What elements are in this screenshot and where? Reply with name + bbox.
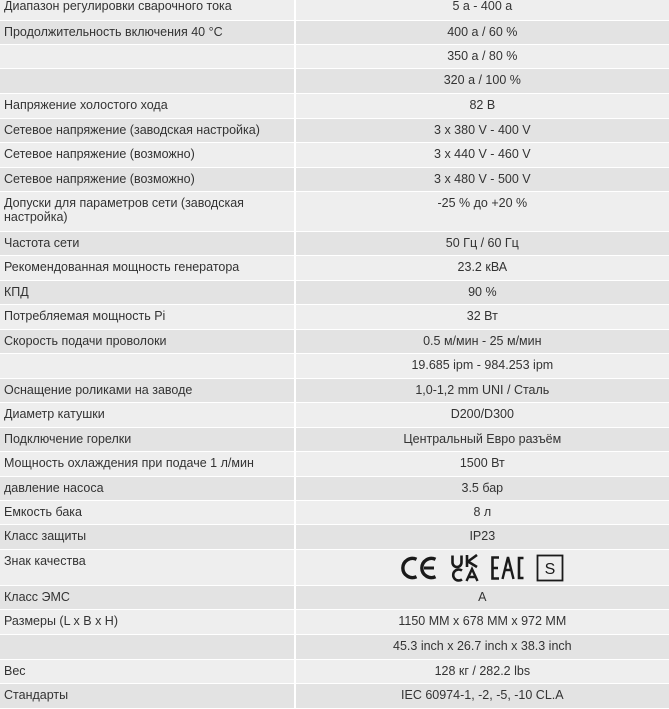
spec-row-mains-voltage-possible-1 (0, 142, 669, 167)
spec-label: Сетевое напряжение (возможно) (0, 167, 294, 191)
spec-row-dimensions-inch (0, 634, 669, 659)
spec-value: 1150 MM x 678 MM x 972 MM (296, 609, 669, 634)
spec-label (0, 44, 294, 68)
spec-row-duty-cycle-3 (0, 68, 669, 93)
spec-value: IP23 (296, 524, 669, 549)
spec-row-torch-connection (0, 427, 669, 451)
spec-row-efficiency (0, 280, 669, 304)
spec-label: Вес (0, 659, 294, 683)
spec-label: Сетевое напряжение (заводская настройка) (0, 118, 294, 142)
spec-row-rollers (0, 378, 669, 402)
spec-row-wire-speed-ipm (0, 353, 669, 378)
spec-value: 1,0-1,2 mm UNI / Сталь (296, 378, 669, 402)
spec-value: 350 а / 80 % (296, 44, 669, 68)
spec-label: Подключение горелки (0, 427, 294, 451)
s-mark-letter: S (544, 560, 556, 578)
spec-row-duty-cycle (0, 20, 669, 44)
spec-label: КПД (0, 280, 294, 304)
spec-label: Диапазон регулировки сварочного тока (0, 0, 294, 20)
spec-label: Напряжение холостого хода (0, 93, 294, 118)
spec-value: 45.3 inch x 26.7 inch x 38.3 inch (296, 634, 669, 659)
spec-label: давление насоса (0, 476, 294, 500)
spec-row-cooling-power (0, 451, 669, 476)
spec-row-power-consumption (0, 304, 669, 329)
spec-row-standards (0, 683, 669, 708)
spec-value: -25 % до +20 % (296, 191, 669, 231)
spec-label: Мощность охлаждения при подаче 1 л/мин (0, 451, 294, 476)
spec-label: Размеры (L x B x H) (0, 609, 294, 634)
spec-row-current-range (0, 0, 669, 20)
spec-label: Потребляемая мощность Pi (0, 304, 294, 329)
spec-label: Знак качества (0, 549, 294, 585)
spec-label (0, 353, 294, 378)
spec-value: 1500 Вт (296, 451, 669, 476)
spec-row-quality-marks (0, 549, 669, 585)
spec-value: 400 а / 60 % (296, 20, 669, 44)
spec-label: Сетевое напряжение (возможно) (0, 142, 294, 167)
spec-row-mains-voltage-factory (0, 118, 669, 142)
spec-value: 5 а - 400 а (296, 0, 669, 20)
spec-label: Частота сети (0, 231, 294, 255)
spec-value: 128 кг / 282.2 lbs (296, 659, 669, 683)
spec-label (0, 634, 294, 659)
spec-label (0, 68, 294, 93)
spec-row-protection-class (0, 524, 669, 549)
spec-label: Стандарты (0, 683, 294, 708)
spec-label: Диаметр катушки (0, 402, 294, 427)
spec-row-mains-frequency (0, 231, 669, 255)
spec-row-generator-power (0, 255, 669, 280)
spec-label: Оснащение роликами на заводе (0, 378, 294, 402)
spec-row-duty-cycle-2 (0, 44, 669, 68)
ce-mark-icon (400, 555, 440, 581)
spec-value: 3.5 бар (296, 476, 669, 500)
spec-value: 320 а / 100 % (296, 68, 669, 93)
spec-row-open-circuit-voltage (0, 93, 669, 118)
spec-value: IEC 60974-1, -2, -5, -10 CL.A (296, 683, 669, 708)
spec-label: Рекомендованная мощность генератора (0, 255, 294, 280)
spec-row-tank-capacity (0, 500, 669, 524)
spec-row-wire-speed (0, 329, 669, 353)
spec-label: Емкость бака (0, 500, 294, 524)
spec-label: Скорость подачи проволоки (0, 329, 294, 353)
spec-label: Допуски для параметров сети (заводская настройка) (0, 191, 294, 231)
quality-marks (400, 554, 564, 582)
s-mark-icon (536, 554, 564, 582)
quality-marks-cell (296, 549, 669, 585)
spec-row-emc-class (0, 585, 669, 609)
spec-row-mains-tolerance (0, 191, 669, 231)
spec-label: Класс ЭМС (0, 585, 294, 609)
eac-mark-icon (490, 555, 526, 581)
spec-value: 82 В (296, 93, 669, 118)
spec-row-mains-voltage-possible-2 (0, 167, 669, 191)
spec-row-weight (0, 659, 669, 683)
spec-value: 3 x 380 V - 400 V (296, 118, 669, 142)
spec-value: 32 Вт (296, 304, 669, 329)
spec-value: D200/D300 (296, 402, 669, 427)
spec-value: 3 x 480 V - 500 V (296, 167, 669, 191)
spec-label: Класс защиты (0, 524, 294, 549)
spec-row-spool-diameter (0, 402, 669, 427)
spec-value: 23.2 кВА (296, 255, 669, 280)
spec-value: 90 % (296, 280, 669, 304)
ukca-mark-icon (450, 554, 480, 582)
spec-value: Центральный Евро разъём (296, 427, 669, 451)
spec-value: 3 x 440 V - 460 V (296, 142, 669, 167)
spec-value: 0.5 м/мин - 25 м/мин (296, 329, 669, 353)
spec-label: Продолжительность включения 40 °C (0, 20, 294, 44)
spec-row-pump-pressure (0, 476, 669, 500)
spec-row-dimensions (0, 609, 669, 634)
spec-value: A (296, 585, 669, 609)
spec-value: 50 Гц / 60 Гц (296, 231, 669, 255)
spec-value: 19.685 ipm - 984.253 ipm (296, 353, 669, 378)
spec-value: 8 л (296, 500, 669, 524)
